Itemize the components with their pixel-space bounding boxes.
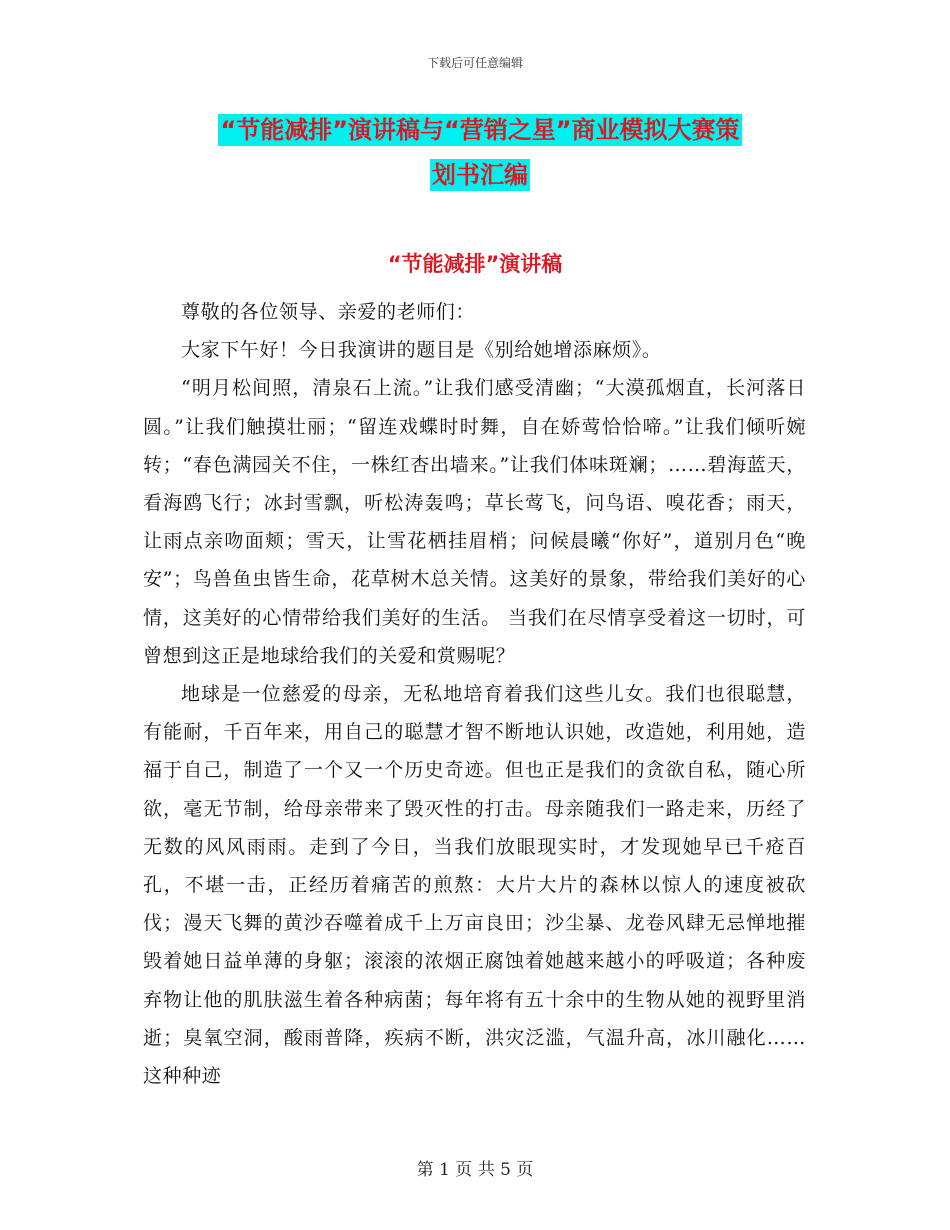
paragraph: 大家下午好！今日我演讲的题目是《别给她增添麻烦》。	[181, 339, 662, 362]
body-text	[143, 293, 806, 1095]
document-title-line2: 划书汇编	[432, 161, 528, 189]
document-title-line1: “节能减排”演讲稿与“营销之星”商业模拟大赛策	[220, 116, 740, 144]
paragraph: “明月松间照，清泉石上流。”让我们感受清幽；“大漠孤烟直，长河落日圆。”让我们触摸壮丽；“留连戏蝶时时舞，自在娇莺恰恰啼。”让我们倾听婉转；“春色满园关不住，一株红杏出墙来。”让我们体味斑斓；……碧海蓝天，看海鸥飞行；冰封雪飘，听松涛轰鸣；草长莺飞，问鸟语、嗅花香；雨天，让雨点亲吻面颊；雪天，让雪花栖挂眉梢；问候晨曦“你好”，道别月色“晚安”；鸟兽鱼虫皆生命，花草树木总关情。这美好的景象，带给我们美好的心情，这美好的心情带给我们美好的生活。 当我们在尽情享受着这一切时，可曾想到这正是地球给我们的关爱和赏赐呢？	[143, 377, 806, 667]
paragraph: 地球是一位慈爱的母亲，无私地培育着我们这些儿女。我们也很聪慧，有能耐，千百年来，用自己的聪慧才智不断地认识她，改造她，利用她，造福于自己，制造了一个又一个历史奇迹。但也正是我们的贪欲自私，随心所欲，毫无节制，给母亲带来了毁灭性的打击。母亲随我们一路走来，历经了无数的风风雨雨。走到了今日，当我们放眼现实时，才发现她早已千疮百孔，不堪一击，正经历着痛苦的煎熬：大片大片的森林以惊人的速度被砍伐；漫天飞舞的黄沙吞噬着成千上万亩良田；沙尘暴、龙卷风肆无忌惮地摧毁着她日益单薄的身躯；滚滚的浓烟正腐蚀着她越来越小的呼吸道；各种废弃物让他的肌肤滋生着各种病菌；每年将有五十余中的生物从她的视野里消逝；臭氧空洞，酸雨普降，疾病不断，洪灾泛滥，气温升高，冰川融化……这种种迹	[143, 683, 806, 1088]
page-number: 第 1 页 共 5 页	[416, 1160, 534, 1180]
document-title	[150, 108, 810, 198]
paragraph: 尊敬的各位领导、亲爱的老师们：	[181, 301, 476, 323]
section-title: “节能减排”演讲稿	[387, 252, 563, 276]
header-note: 下载后可任意编辑	[426, 56, 523, 70]
